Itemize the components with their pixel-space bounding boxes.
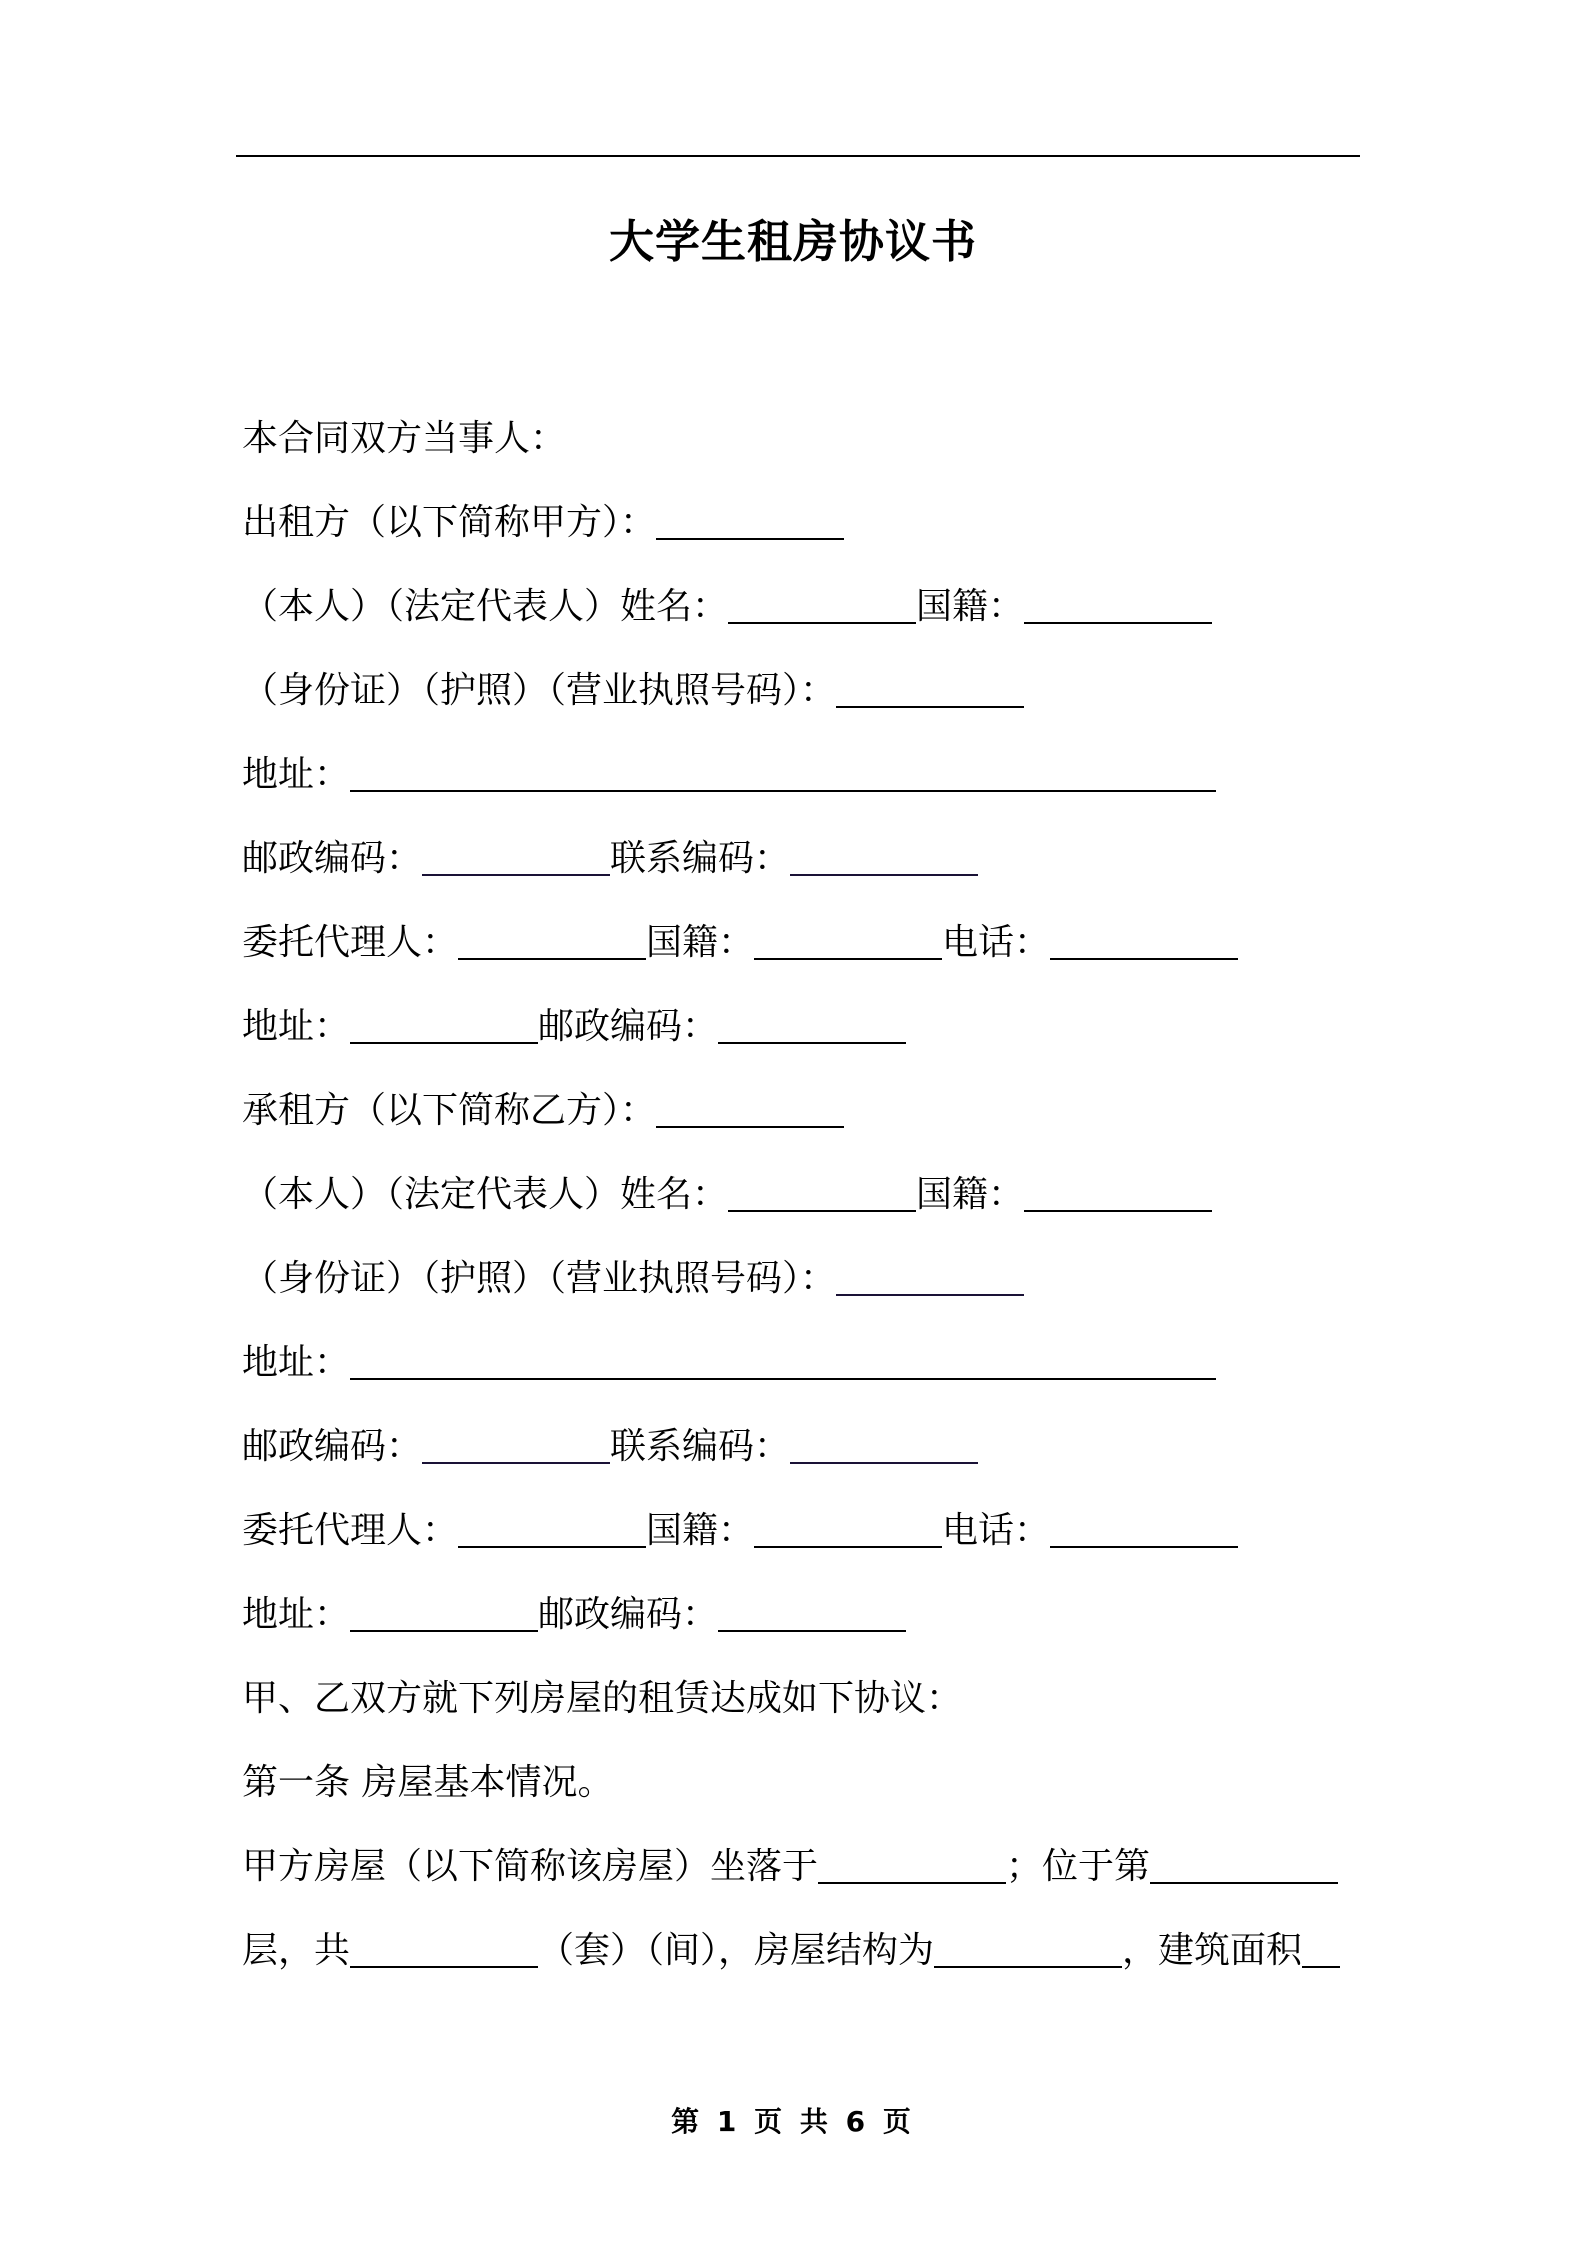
text-line [242, 1664, 1362, 1748]
line-text: 承租方（以下简称乙方）： [242, 1090, 657, 1131]
fill-in-blank[interactable] [1050, 1512, 1238, 1548]
line-text: 邮政编码： [242, 1426, 423, 1467]
fill-in-blank[interactable] [422, 1428, 610, 1464]
fill-in-blank[interactable] [458, 1512, 646, 1548]
fill-in-blank[interactable] [934, 1932, 1122, 1968]
text-line [242, 1580, 1362, 1664]
line-text: （本人）（法定代表人）姓名： [242, 1174, 729, 1215]
fill-in-blank[interactable] [1302, 1932, 1340, 1968]
text-line [242, 1412, 1362, 1496]
text-line [242, 824, 1362, 908]
line-text: 邮政编码： [538, 1594, 719, 1635]
line-text: 国籍： [646, 922, 755, 963]
fill-in-blank[interactable] [1024, 1176, 1212, 1212]
line-text: ，建筑面积 [1122, 1930, 1303, 1971]
fill-in-blank[interactable] [656, 504, 844, 540]
line-text: 出租方（以下简称甲方）： [242, 502, 657, 543]
line-text: 甲方房屋（以下简称该房屋）坐落于 [242, 1846, 819, 1887]
fill-in-blank[interactable] [818, 1848, 1006, 1884]
fill-in-blank[interactable] [458, 924, 646, 960]
line-text: 邮政编码： [242, 838, 423, 879]
fill-in-blank[interactable] [422, 840, 610, 876]
fill-in-blank[interactable] [350, 1932, 538, 1968]
fill-in-blank[interactable] [790, 1428, 978, 1464]
text-line [242, 488, 1362, 572]
text-line [242, 404, 1362, 488]
line-text: 电话： [942, 1510, 1051, 1551]
document-title: 大学生租房协议书 [608, 215, 977, 268]
line-text: （套）（间），房屋结构为 [538, 1930, 935, 1971]
line-text: 委托代理人： [242, 1510, 459, 1551]
fill-in-blank[interactable] [754, 1512, 942, 1548]
fill-in-blank[interactable] [836, 1260, 1024, 1296]
line-text: 国籍： [916, 1174, 1025, 1215]
fill-in-blank[interactable] [836, 672, 1024, 708]
text-line [242, 740, 1362, 824]
line-text: 本合同双方当事人： [242, 418, 567, 459]
line-text: （身份证）（护照）（营业执照号码）： [242, 670, 837, 711]
line-text: 地址： [242, 754, 351, 795]
text-line [242, 1916, 1362, 2000]
line-text: （本人）（法定代表人）姓名： [242, 586, 729, 627]
fill-in-blank[interactable] [718, 1596, 906, 1632]
line-text: （身份证）（护照）（营业执照号码）： [242, 1258, 837, 1299]
line-text: 联系编码： [610, 838, 791, 879]
fill-in-blank[interactable] [718, 1008, 906, 1044]
document-body [242, 404, 1362, 2000]
fill-in-blank[interactable] [350, 1344, 1216, 1380]
fill-in-blank[interactable] [754, 924, 942, 960]
line-text: 地址： [242, 1342, 351, 1383]
text-line [242, 908, 1362, 992]
text-line [242, 992, 1362, 1076]
text-line [242, 572, 1362, 656]
line-text: 地址： [242, 1594, 351, 1635]
text-line [242, 1076, 1362, 1160]
text-line [242, 1496, 1362, 1580]
fill-in-blank[interactable] [728, 588, 916, 624]
text-line [242, 656, 1362, 740]
text-line [242, 1244, 1362, 1328]
fill-in-blank[interactable] [728, 1176, 916, 1212]
fill-in-blank[interactable] [350, 1596, 538, 1632]
line-text: ；位于第 [1006, 1846, 1151, 1887]
text-line [242, 1160, 1362, 1244]
fill-in-blank[interactable] [656, 1092, 844, 1128]
text-line [242, 1328, 1362, 1412]
line-text: 邮政编码： [538, 1006, 719, 1047]
fill-in-blank[interactable] [350, 1008, 538, 1044]
text-line [242, 1832, 1362, 1916]
text-line [242, 1748, 1362, 1832]
line-text: 国籍： [646, 1510, 755, 1551]
fill-in-blank[interactable] [790, 840, 978, 876]
line-text: 地址： [242, 1006, 351, 1047]
line-text: 电话： [942, 922, 1051, 963]
fill-in-blank[interactable] [350, 756, 1216, 792]
line-text: 联系编码： [610, 1426, 791, 1467]
page-footer: 第 1 页 共 6 页 [671, 2105, 915, 2138]
line-text: 第一条 房屋基本情况。 [242, 1762, 614, 1803]
fill-in-blank[interactable] [1024, 588, 1212, 624]
line-text: 国籍： [916, 586, 1025, 627]
fill-in-blank[interactable] [1150, 1848, 1338, 1884]
line-text: 甲、乙双方就下列房屋的租赁达成如下协议： [242, 1678, 963, 1719]
line-text: 层，共 [242, 1930, 351, 1971]
header-rule [236, 155, 1360, 157]
fill-in-blank[interactable] [1050, 924, 1238, 960]
line-text: 委托代理人： [242, 922, 459, 963]
